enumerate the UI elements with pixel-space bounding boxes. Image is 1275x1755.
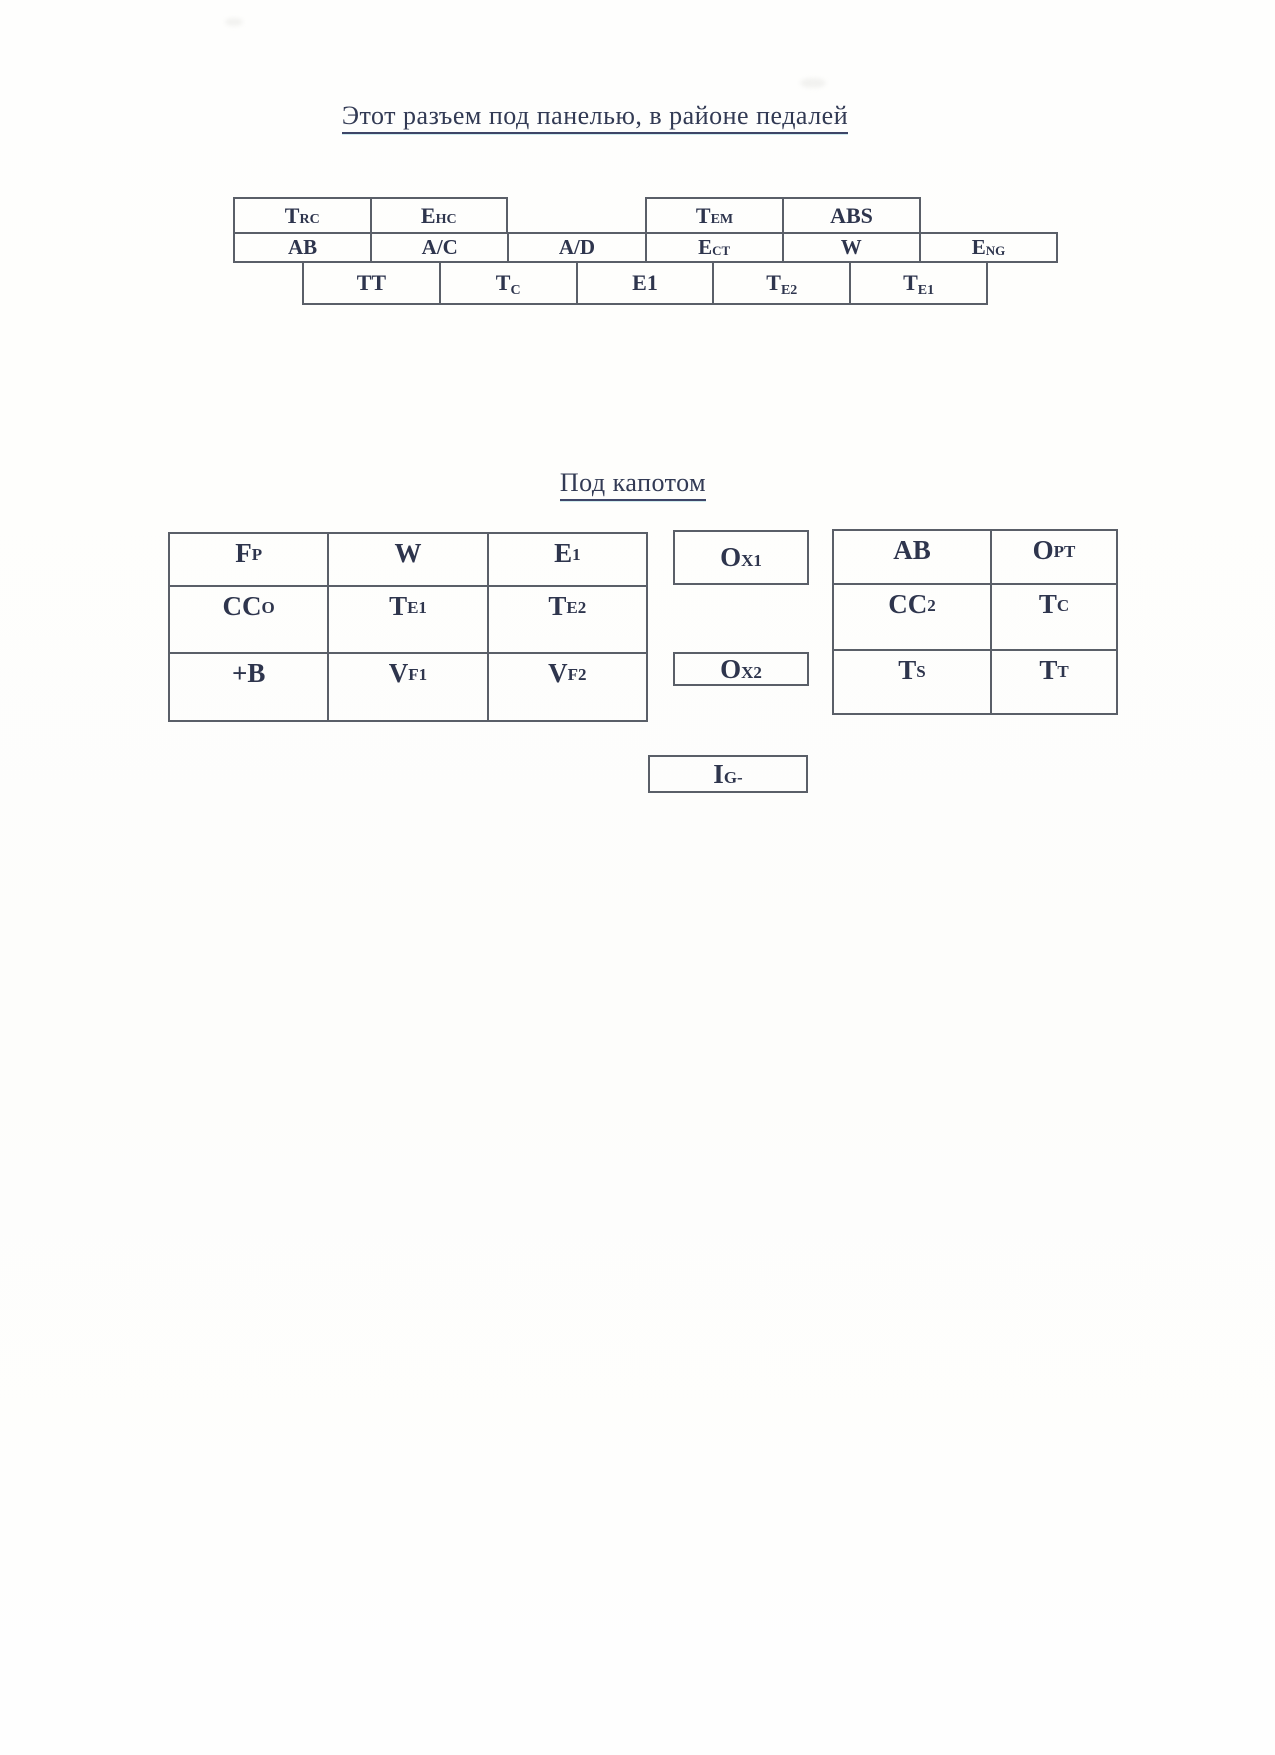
pin-cell bbox=[304, 263, 441, 303]
pin-cell bbox=[170, 654, 329, 720]
hood-ox1-box bbox=[673, 530, 809, 585]
pin-label-main: +B bbox=[231, 658, 266, 688]
pin-cell bbox=[509, 234, 646, 261]
pin-label-main: O bbox=[1032, 535, 1054, 565]
pin-label-main: V bbox=[388, 658, 409, 688]
pin-cell bbox=[992, 651, 1116, 713]
pin-label-main: AB bbox=[287, 235, 318, 259]
pin-label-subscript: PT bbox=[1053, 542, 1076, 561]
pin-label-subscript: P bbox=[251, 545, 263, 564]
pedal-connector-title bbox=[330, 101, 860, 134]
pin-cell bbox=[714, 263, 851, 303]
hood-left-table-row-3 bbox=[168, 654, 648, 722]
hood-ig-minus-box bbox=[648, 755, 808, 793]
pin-label-subscript: E2 bbox=[566, 598, 587, 617]
pin-label-main: F bbox=[235, 538, 252, 568]
pin-label-subscript: S bbox=[916, 662, 926, 681]
pin-label-main: A/C bbox=[421, 235, 458, 259]
pin-label-main: CC bbox=[888, 589, 928, 619]
pin-label-main: T bbox=[389, 591, 408, 621]
pin-label-main: T bbox=[1039, 655, 1058, 685]
pin-label-main: E bbox=[698, 235, 713, 259]
pin-label-main: T bbox=[495, 270, 511, 295]
pin-label-main: W bbox=[840, 235, 862, 259]
pin-cell bbox=[720, 653, 762, 684]
pin-label-main: I bbox=[713, 758, 724, 789]
hood-ox2-box bbox=[673, 652, 809, 686]
pin-label-main: T bbox=[284, 202, 300, 228]
pin-cell bbox=[489, 587, 646, 652]
pin-cell bbox=[834, 585, 992, 649]
pin-cell bbox=[170, 587, 329, 652]
pin-cell bbox=[713, 758, 743, 789]
pin-cell bbox=[489, 534, 646, 585]
pedal-connector-title-text: Этот разъем под панелью, в районе педалей bbox=[342, 101, 848, 134]
pedal-connector-top-right-row bbox=[645, 197, 921, 234]
pin-label-subscript: O bbox=[261, 598, 275, 617]
hood-connector-title bbox=[483, 468, 783, 501]
hood-right-table-row-1 bbox=[832, 529, 1118, 585]
pin-cell bbox=[784, 234, 921, 261]
pin-label-main: T bbox=[1038, 589, 1057, 619]
pin-label-main: T bbox=[695, 202, 711, 228]
pin-label-main: E1 bbox=[632, 270, 658, 295]
scan-smudge bbox=[800, 78, 826, 88]
pin-cell bbox=[834, 651, 992, 713]
pin-label-subscript: C bbox=[1056, 596, 1070, 615]
pin-cell bbox=[235, 234, 372, 261]
pin-cell bbox=[235, 199, 372, 232]
hood-right-table-row-3 bbox=[832, 651, 1118, 715]
pin-label-subscript: E1 bbox=[407, 598, 427, 617]
pin-label-main: ABS bbox=[830, 202, 873, 228]
pin-label-subscript: HC bbox=[435, 212, 457, 227]
pin-label-main: O bbox=[720, 542, 742, 572]
pin-cell bbox=[992, 585, 1116, 649]
pin-cell bbox=[170, 534, 329, 585]
pin-label-subscript: E2 bbox=[780, 283, 798, 298]
pin-cell bbox=[329, 534, 488, 585]
pin-label-main: AB bbox=[893, 535, 931, 565]
pin-label-subscript: F2 bbox=[567, 665, 587, 684]
hood-left-table-row-1 bbox=[168, 532, 648, 587]
scan-smudge bbox=[225, 18, 243, 26]
pin-label-subscript: CT bbox=[712, 243, 731, 258]
pedal-connector-top-left-row bbox=[233, 197, 508, 234]
pin-label-subscript: G- bbox=[723, 767, 743, 787]
pin-cell bbox=[784, 199, 919, 232]
pin-cell bbox=[647, 199, 784, 232]
pin-cell bbox=[441, 263, 578, 303]
pedal-connector-middle-row bbox=[233, 232, 1058, 263]
pin-cell bbox=[720, 544, 762, 571]
pin-label-main: T bbox=[898, 655, 917, 685]
pin-cell bbox=[329, 654, 488, 720]
pin-label-main: T bbox=[903, 270, 918, 295]
pin-label-main: T bbox=[548, 591, 567, 621]
pin-label-subscript: NG bbox=[985, 243, 1006, 258]
pin-label-main: V bbox=[548, 658, 568, 688]
pin-label-main: O bbox=[720, 653, 742, 684]
pin-cell bbox=[489, 654, 646, 720]
pin-label-subscript: 2 bbox=[927, 596, 936, 615]
hood-left-table-row-2 bbox=[168, 587, 648, 654]
pin-label-subscript: E1 bbox=[917, 283, 935, 298]
pin-label-subscript: EM bbox=[710, 212, 734, 227]
pin-label-subscript: F1 bbox=[408, 665, 428, 684]
pin-cell bbox=[372, 234, 509, 261]
pin-cell bbox=[851, 263, 986, 303]
pin-label-subscript: C bbox=[510, 283, 521, 298]
pin-label-main: E bbox=[420, 202, 436, 228]
pin-cell bbox=[834, 531, 992, 583]
pin-label-main: TT bbox=[356, 270, 387, 295]
pin-label-main: W bbox=[394, 538, 422, 568]
pin-cell bbox=[578, 263, 715, 303]
pin-cell bbox=[921, 234, 1056, 261]
pin-label-main: A/D bbox=[558, 235, 596, 259]
pin-label-subscript: X1 bbox=[741, 551, 762, 570]
pin-label-main: CC bbox=[222, 591, 262, 621]
pin-label-subscript: 1 bbox=[572, 545, 581, 564]
pin-label-main: E bbox=[971, 235, 986, 259]
pin-cell bbox=[647, 234, 784, 261]
pin-cell bbox=[992, 531, 1116, 583]
pedal-connector-bottom-row bbox=[302, 261, 988, 305]
pin-label-subscript: T bbox=[1057, 662, 1069, 681]
pin-label-subscript: RC bbox=[299, 212, 320, 227]
pin-label-main: E bbox=[554, 538, 573, 568]
pin-label-main: T bbox=[766, 270, 781, 295]
pin-cell bbox=[372, 199, 507, 232]
pin-label-subscript: X2 bbox=[741, 662, 762, 682]
pin-cell bbox=[329, 587, 488, 652]
hood-right-table-row-2 bbox=[832, 585, 1118, 651]
hood-connector-title-text: Под капотом bbox=[560, 468, 706, 501]
